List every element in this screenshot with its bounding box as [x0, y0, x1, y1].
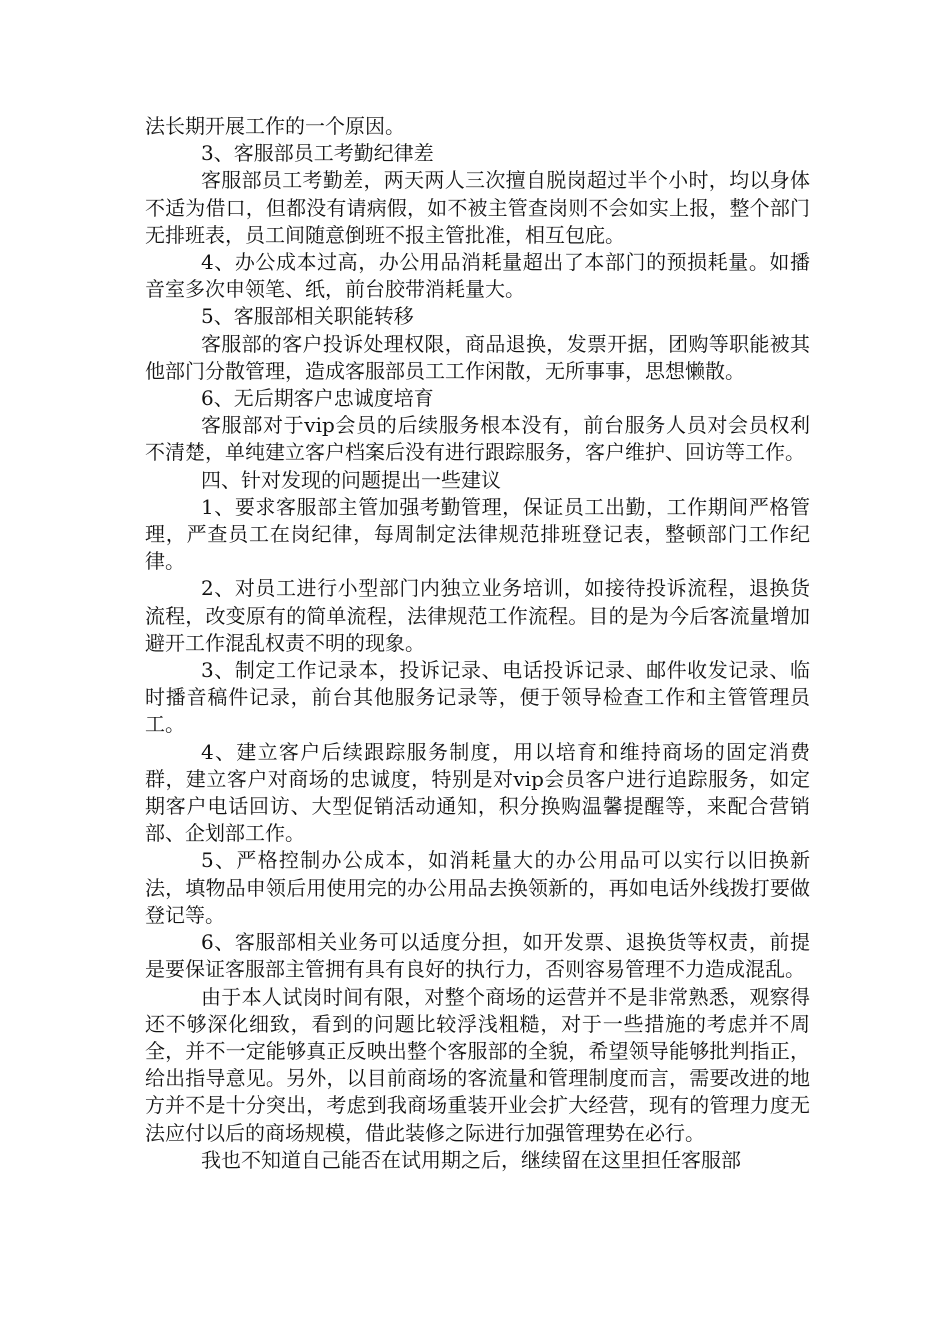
list-item: 1、要求客服部主管加强考勤管理，保证员工出勤，工作期间严格管理，严查员工在岗纪律，每周制定法律规范排班登记表，整顿部门工作纪律。 — [145, 494, 810, 574]
paragraph: 客服部对于vip会员的后续服务根本没有，前台服务人员对会员权利不清楚，单纯建立客户档案后没有进行跟踪服务，客户维护、回访等工作。 — [145, 413, 810, 465]
section-heading: 4、办公成本过高，办公用品消耗量超出了本部门的预损耗量。如播音室多次申领笔、纸，前台胶带消耗量大。 — [145, 250, 810, 302]
list-item: 4、建立客户后续跟踪服务制度，用以培育和维持商场的固定消费群，建立客户对商场的忠诚度，特别是对vip会员客户进行追踪服务，如定期客户电话回访、大型促销活动通知，积分换购温馨提醒等，来配合营销部、企划部工作。 — [145, 739, 810, 846]
list-item: 5、严格控制办公成本，如消耗量大的办公用品可以实行以旧换新法，填物品申领后用使用完的办公用品去换领新的，再如电话外线拨打要做登记等。 — [145, 848, 810, 927]
paragraph: 我也不知道自己能否在试用期之后，继续留在这里担任客服部 — [201, 1147, 741, 1172]
paragraph: 客服部的客户投诉处理权限，商品退换，发票开据，团购等职能被其他部门分散管理，造成客服部员工工作闲散，无所事事，思想懒散。 — [145, 331, 810, 383]
paragraph: 法长期开展工作的一个原因。 — [145, 114, 405, 138]
list-item: 2、对员工进行小型部门内独立业务培训，如接待投诉流程，退换货流程，改变原有的简单流程，法律规范工作流程。目的是为今后客流量增加避开工作混乱权责不明的现象。 — [145, 576, 810, 655]
paragraph: 客服部员工考勤差，两天两人三次擅自脱岗超过半个小时，均以身体不适为借口，但都没有请病假，如不被主管查岗则不会如实上报，整个部门无排班表，员工间随意倒班不报主管批准，相互包庇。 — [145, 168, 810, 247]
list-item: 3、制定工作记录本，投诉记录、电话投诉记录、邮件收发记录、临时播音稿件记录，前台其他服务记录等，便于领导检查工作和主管管理员工。 — [145, 658, 810, 737]
section-heading: 四、针对发现的问题提出一些建议 — [201, 467, 501, 492]
section-heading: 6、无后期客户忠诚度培育 — [201, 386, 434, 411]
document-page — [145, 113, 810, 1174]
paragraph: 由于本人试岗时间有限，对整个商场的运营并不是非常熟悉，观察得还不够深化细致，看到的问题比较浮浅粗糙，对于一些措施的考虑并不周全，并不一定能够真正反映出整个客服部的全貌，希望领导能够批判指正，给出指导意见。另外，以目前商场的客流量和管理制度而言，需要改进的地方并不是十分突出，考虑到我商场重装开业会扩大经营，现有的管理力度无法应付以后的商场规模，借此装修之际进行加强管理势在必行。 — [145, 984, 810, 1145]
list-item: 6、客服部相关业务可以适度分担，如开发票、退换货等权责，前提是要保证客服部主管拥有具有良好的执行力，否则容易管理不力造成混乱。 — [145, 930, 810, 982]
section-heading: 3、客服部员工考勤纪律差 — [201, 141, 434, 166]
section-heading: 5、客服部相关职能转移 — [201, 304, 414, 329]
